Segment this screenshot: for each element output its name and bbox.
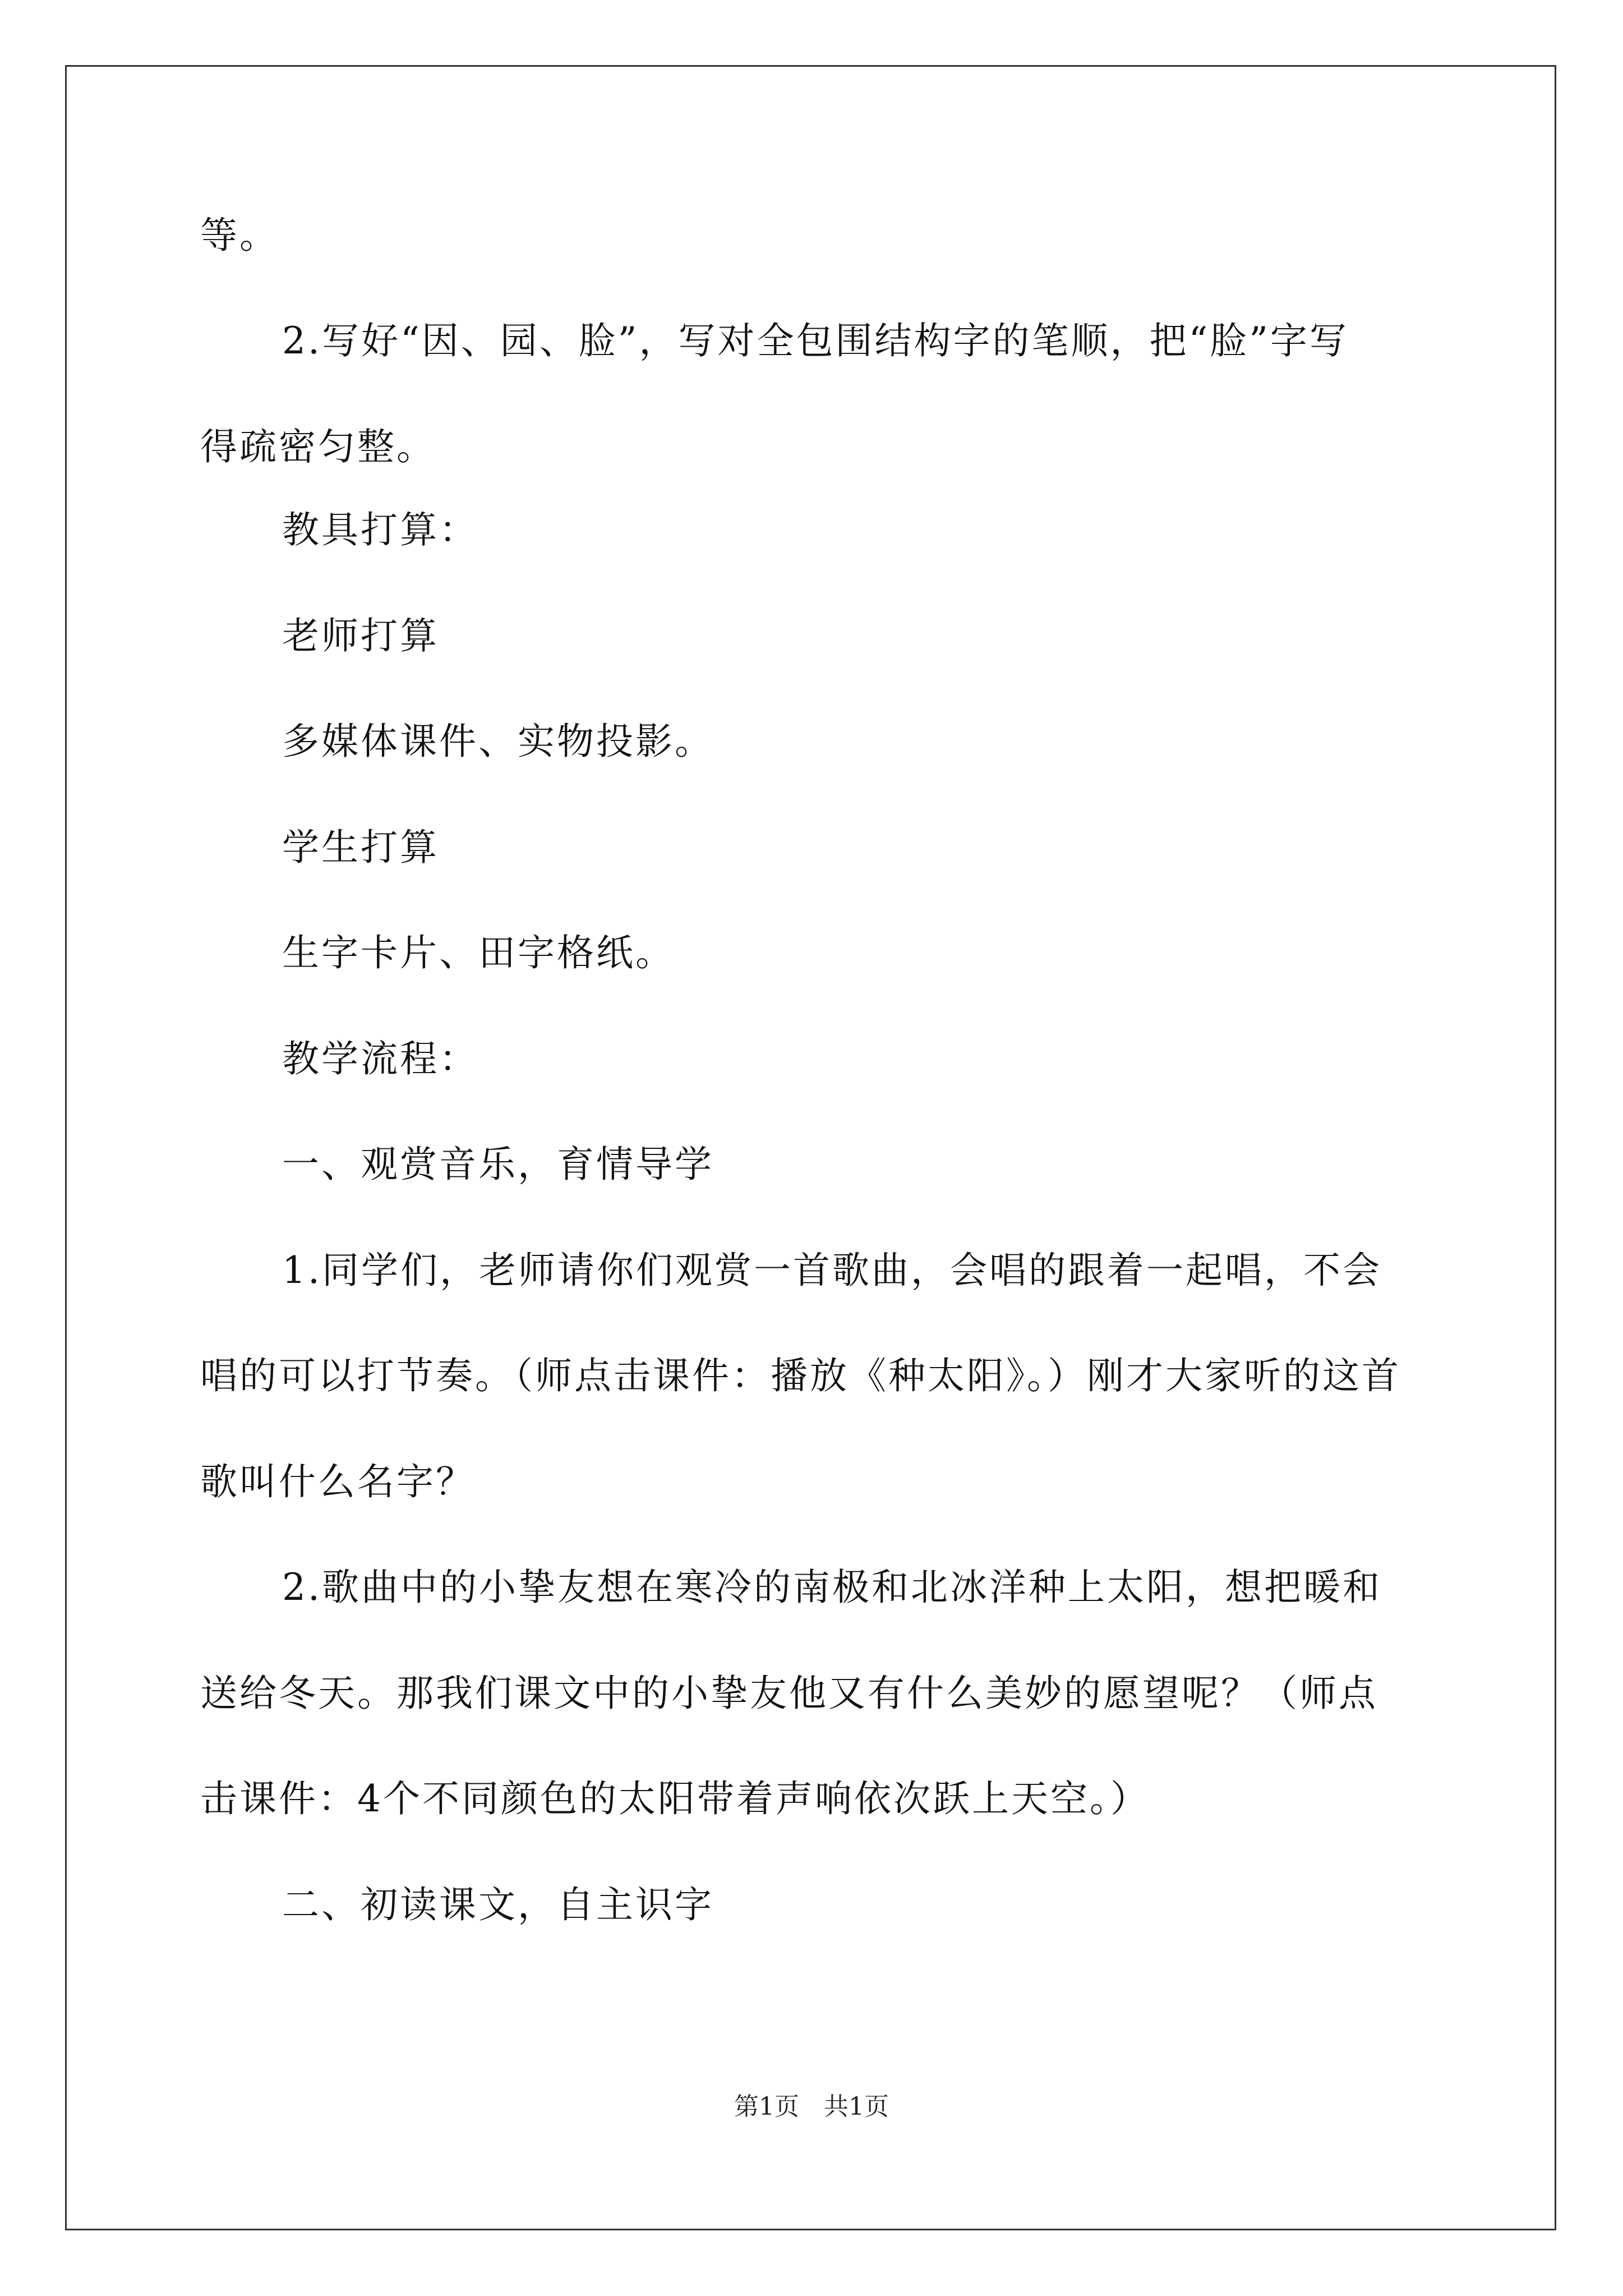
text-line: 2.歌曲中的小挚友想在寒冷的南极和北冰洋种上太阳，想把暖和 <box>282 1566 1382 1609</box>
text-line: 击课件：4个不同颜色的太阳带着声响依次跃上天空。） <box>200 1777 1150 1820</box>
sub-heading: 老师打算 <box>282 614 439 657</box>
text-line: 唱的可以打节奏。（师点击课件：播放《种太阳》。）刚才大家听的这首 <box>200 1354 1401 1397</box>
text-line: 2.写好“因、园、脸”，写对全包围结构字的笔顺，把“脸”字写 <box>282 319 1349 362</box>
section-heading: 教具打算： <box>282 508 478 551</box>
text-line: 多媒体课件、实物投影。 <box>282 720 714 763</box>
text-line: 等。 <box>200 214 279 257</box>
section-heading: 一、观赏音乐，育情导学 <box>282 1143 714 1186</box>
page-footer: 第1页 共1页 <box>734 2092 889 2121</box>
text-line: 1.同学们，老师请你们观赏一首歌曲，会唱的跟着一起唱，不会 <box>282 1249 1382 1292</box>
text-line: 送给冬天。那我们课文中的小挚友他又有什么美妙的愿望呢？（师点 <box>200 1672 1378 1715</box>
text-line: 歌叫什么名字？ <box>200 1460 475 1503</box>
section-heading: 二、初读课文，自主识字 <box>282 1883 714 1926</box>
text-line: 生字卡片、田字格纸。 <box>282 931 675 974</box>
sub-heading: 学生打算 <box>282 826 439 869</box>
section-heading: 教学流程： <box>282 1037 478 1080</box>
text-line: 得疏密匀整。 <box>200 425 436 468</box>
